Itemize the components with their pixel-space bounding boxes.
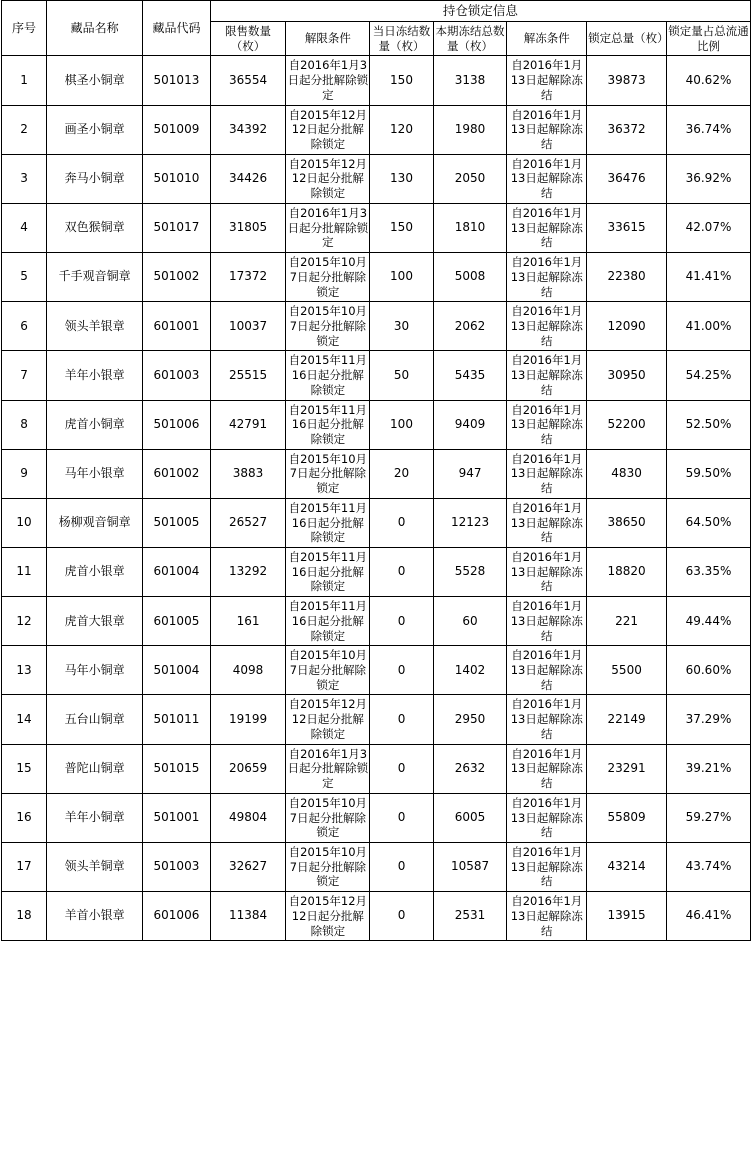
cell-period-frozen: 2632: [433, 744, 507, 793]
cell-unfreeze-condition: 自2016年1月13日起解除冻结: [507, 842, 587, 891]
cell-name: 奔马小铜章: [47, 154, 143, 203]
cell-limit-qty: 3883: [210, 449, 286, 498]
column-group-header-holdings-lock-info: 持仓锁定信息: [210, 1, 750, 22]
cell-unfreeze-condition: 自2016年1月13日起解除冻结: [507, 400, 587, 449]
cell-code: 501015: [143, 744, 211, 793]
cell-limit-qty: 34426: [210, 154, 286, 203]
table-row: [2, 400, 751, 449]
cell-seq: 7: [2, 351, 47, 400]
cell-unlock-condition: 自2015年10月7日起分批解除锁定: [286, 449, 370, 498]
cell-period-frozen: 1402: [433, 646, 507, 695]
cell-locked-ratio: 59.50%: [666, 449, 750, 498]
cell-unlock-condition: 自2015年11月16日起分批解除锁定: [286, 498, 370, 547]
cell-today-frozen: 20: [370, 449, 433, 498]
cell-unfreeze-condition: 自2016年1月13日起解除冻结: [507, 892, 587, 941]
cell-locked-ratio: 59.27%: [666, 793, 750, 842]
group-header-row: [2, 1, 751, 22]
cell-code: 601001: [143, 302, 211, 351]
cell-name: 羊首小银章: [47, 892, 143, 941]
cell-code: 501011: [143, 695, 211, 744]
cell-period-frozen: 5008: [433, 253, 507, 302]
cell-period-frozen: 2950: [433, 695, 507, 744]
column-header-locked-ratio: 锁定量占总流通比例: [666, 22, 750, 56]
cell-unlock-condition: 自2015年11月16日起分批解除锁定: [286, 548, 370, 597]
cell-locked-ratio: 39.21%: [666, 744, 750, 793]
cell-unlock-condition: 自2015年11月16日起分批解除锁定: [286, 351, 370, 400]
cell-seq: 10: [2, 498, 47, 547]
cell-seq: 16: [2, 793, 47, 842]
cell-seq: 18: [2, 892, 47, 941]
cell-seq: 12: [2, 597, 47, 646]
cell-code: 501003: [143, 842, 211, 891]
cell-locked-total: 38650: [587, 498, 667, 547]
cell-period-frozen: 2531: [433, 892, 507, 941]
cell-unlock-condition: 自2015年11月16日起分批解除锁定: [286, 400, 370, 449]
cell-locked-ratio: 43.74%: [666, 842, 750, 891]
table-row: [2, 646, 751, 695]
cell-unfreeze-condition: 自2016年1月13日起解除冻结: [507, 695, 587, 744]
cell-limit-qty: 13292: [210, 548, 286, 597]
cell-seq: 13: [2, 646, 47, 695]
cell-unfreeze-condition: 自2016年1月13日起解除冻结: [507, 302, 587, 351]
cell-today-frozen: 0: [370, 744, 433, 793]
table-row: [2, 695, 751, 744]
column-header-name: 藏品名称: [47, 1, 143, 56]
cell-unfreeze-condition: 自2016年1月13日起解除冻结: [507, 56, 587, 105]
cell-period-frozen: 5435: [433, 351, 507, 400]
cell-unlock-condition: 自2015年10月7日起分批解除锁定: [286, 253, 370, 302]
table-row: [2, 744, 751, 793]
cell-period-frozen: 6005: [433, 793, 507, 842]
cell-seq: 5: [2, 253, 47, 302]
cell-locked-total: 22149: [587, 695, 667, 744]
cell-unlock-condition: 自2016年1月3日起分批解除锁定: [286, 203, 370, 252]
cell-code: 601006: [143, 892, 211, 941]
cell-limit-qty: 11384: [210, 892, 286, 941]
table-body: [2, 56, 751, 941]
cell-name: 领头羊铜章: [47, 842, 143, 891]
column-header-code: 藏品代码: [143, 1, 211, 56]
table-header: [2, 1, 751, 56]
column-header-limit-qty: 限售数量（枚）: [210, 22, 286, 56]
table-row: [2, 302, 751, 351]
column-header-seq: 序号: [2, 1, 47, 56]
cell-today-frozen: 100: [370, 400, 433, 449]
cell-name: 马年小铜章: [47, 646, 143, 695]
cell-locked-total: 23291: [587, 744, 667, 793]
cell-name: 马年小银章: [47, 449, 143, 498]
cell-unlock-condition: 自2015年12月12日起分批解除锁定: [286, 892, 370, 941]
cell-seq: 6: [2, 302, 47, 351]
cell-locked-total: 33615: [587, 203, 667, 252]
cell-locked-total: 13915: [587, 892, 667, 941]
cell-unfreeze-condition: 自2016年1月13日起解除冻结: [507, 498, 587, 547]
table-row: [2, 498, 751, 547]
cell-today-frozen: 130: [370, 154, 433, 203]
column-header-today-frozen: 当日冻结数量（枚）: [370, 22, 433, 56]
cell-code: 501005: [143, 498, 211, 547]
cell-today-frozen: 0: [370, 892, 433, 941]
cell-unlock-condition: 自2015年12月12日起分批解除锁定: [286, 695, 370, 744]
cell-code: 501001: [143, 793, 211, 842]
cell-limit-qty: 36554: [210, 56, 286, 105]
cell-today-frozen: 120: [370, 105, 433, 154]
table-row: [2, 548, 751, 597]
cell-locked-ratio: 54.25%: [666, 351, 750, 400]
cell-name: 羊年小铜章: [47, 793, 143, 842]
cell-locked-ratio: 41.41%: [666, 253, 750, 302]
cell-locked-total: 36476: [587, 154, 667, 203]
cell-period-frozen: 1980: [433, 105, 507, 154]
cell-unfreeze-condition: 自2016年1月13日起解除冻结: [507, 105, 587, 154]
cell-today-frozen: 0: [370, 842, 433, 891]
cell-today-frozen: 0: [370, 597, 433, 646]
cell-seq: 15: [2, 744, 47, 793]
cell-unfreeze-condition: 自2016年1月13日起解除冻结: [507, 253, 587, 302]
cell-name: 画圣小铜章: [47, 105, 143, 154]
column-header-locked-total: 锁定总量（枚）: [587, 22, 667, 56]
cell-unlock-condition: 自2015年10月7日起分批解除锁定: [286, 646, 370, 695]
cell-locked-total: 55809: [587, 793, 667, 842]
cell-seq: 17: [2, 842, 47, 891]
cell-name: 五台山铜章: [47, 695, 143, 744]
cell-seq: 2: [2, 105, 47, 154]
cell-period-frozen: 2062: [433, 302, 507, 351]
cell-locked-ratio: 37.29%: [666, 695, 750, 744]
cell-name: 羊年小银章: [47, 351, 143, 400]
cell-today-frozen: 50: [370, 351, 433, 400]
cell-unfreeze-condition: 自2016年1月13日起解除冻结: [507, 793, 587, 842]
cell-locked-total: 12090: [587, 302, 667, 351]
cell-code: 501010: [143, 154, 211, 203]
cell-locked-ratio: 63.35%: [666, 548, 750, 597]
cell-name: 虎首小银章: [47, 548, 143, 597]
cell-locked-total: 4830: [587, 449, 667, 498]
cell-today-frozen: 0: [370, 646, 433, 695]
cell-locked-ratio: 42.07%: [666, 203, 750, 252]
cell-limit-qty: 32627: [210, 842, 286, 891]
column-header-unlock-condition: 解限条件: [286, 22, 370, 56]
cell-today-frozen: 0: [370, 498, 433, 547]
cell-locked-ratio: 49.44%: [666, 597, 750, 646]
cell-limit-qty: 31805: [210, 203, 286, 252]
cell-seq: 4: [2, 203, 47, 252]
cell-locked-total: 5500: [587, 646, 667, 695]
cell-locked-total: 39873: [587, 56, 667, 105]
column-header-unfreeze-condition: 解冻条件: [507, 22, 587, 56]
cell-limit-qty: 26527: [210, 498, 286, 547]
cell-unlock-condition: 自2016年1月3日起分批解除锁定: [286, 56, 370, 105]
table-row: [2, 253, 751, 302]
table-row: [2, 105, 751, 154]
cell-period-frozen: 60: [433, 597, 507, 646]
table-row: [2, 793, 751, 842]
cell-code: 601005: [143, 597, 211, 646]
cell-code: 501009: [143, 105, 211, 154]
cell-seq: 14: [2, 695, 47, 744]
cell-locked-ratio: 60.60%: [666, 646, 750, 695]
cell-locked-ratio: 64.50%: [666, 498, 750, 547]
cell-locked-ratio: 40.62%: [666, 56, 750, 105]
table-row: [2, 842, 751, 891]
cell-limit-qty: 42791: [210, 400, 286, 449]
cell-code: 601003: [143, 351, 211, 400]
cell-limit-qty: 17372: [210, 253, 286, 302]
cell-today-frozen: 0: [370, 793, 433, 842]
cell-today-frozen: 30: [370, 302, 433, 351]
table-row: [2, 351, 751, 400]
cell-code: 601004: [143, 548, 211, 597]
cell-locked-ratio: 36.92%: [666, 154, 750, 203]
cell-unfreeze-condition: 自2016年1月13日起解除冻结: [507, 449, 587, 498]
cell-limit-qty: 34392: [210, 105, 286, 154]
cell-locked-total: 43214: [587, 842, 667, 891]
cell-unfreeze-condition: 自2016年1月13日起解除冻结: [507, 154, 587, 203]
cell-name: 普陀山铜章: [47, 744, 143, 793]
cell-unlock-condition: 自2015年10月7日起分批解除锁定: [286, 842, 370, 891]
cell-unfreeze-condition: 自2016年1月13日起解除冻结: [507, 646, 587, 695]
cell-limit-qty: 20659: [210, 744, 286, 793]
cell-today-frozen: 150: [370, 56, 433, 105]
cell-unfreeze-condition: 自2016年1月13日起解除冻结: [507, 351, 587, 400]
cell-period-frozen: 5528: [433, 548, 507, 597]
cell-locked-total: 30950: [587, 351, 667, 400]
cell-limit-qty: 10037: [210, 302, 286, 351]
table-row: [2, 203, 751, 252]
cell-period-frozen: 1810: [433, 203, 507, 252]
cell-code: 501013: [143, 56, 211, 105]
cell-locked-total: 22380: [587, 253, 667, 302]
cell-locked-ratio: 36.74%: [666, 105, 750, 154]
cell-unlock-condition: 自2015年10月7日起分批解除锁定: [286, 302, 370, 351]
cell-limit-qty: 4098: [210, 646, 286, 695]
cell-unlock-condition: 自2015年11月16日起分批解除锁定: [286, 597, 370, 646]
cell-unfreeze-condition: 自2016年1月13日起解除冻结: [507, 597, 587, 646]
cell-locked-total: 52200: [587, 400, 667, 449]
cell-name: 千手观音铜章: [47, 253, 143, 302]
cell-code: 501017: [143, 203, 211, 252]
cell-code: 501002: [143, 253, 211, 302]
cell-name: 领头羊银章: [47, 302, 143, 351]
table-row: [2, 449, 751, 498]
cell-locked-ratio: 41.00%: [666, 302, 750, 351]
cell-locked-total: 36372: [587, 105, 667, 154]
cell-limit-qty: 161: [210, 597, 286, 646]
cell-limit-qty: 49804: [210, 793, 286, 842]
cell-unfreeze-condition: 自2016年1月13日起解除冻结: [507, 548, 587, 597]
cell-period-frozen: 12123: [433, 498, 507, 547]
cell-today-frozen: 150: [370, 203, 433, 252]
cell-name: 虎首小铜章: [47, 400, 143, 449]
cell-seq: 3: [2, 154, 47, 203]
cell-unfreeze-condition: 自2016年1月13日起解除冻结: [507, 744, 587, 793]
holdings-lock-table: [1, 0, 751, 941]
table-row: [2, 597, 751, 646]
cell-period-frozen: 9409: [433, 400, 507, 449]
cell-seq: 1: [2, 56, 47, 105]
cell-today-frozen: 0: [370, 695, 433, 744]
cell-name: 双色猴铜章: [47, 203, 143, 252]
cell-seq: 11: [2, 548, 47, 597]
cell-unfreeze-condition: 自2016年1月13日起解除冻结: [507, 203, 587, 252]
cell-code: 501006: [143, 400, 211, 449]
cell-locked-total: 221: [587, 597, 667, 646]
cell-period-frozen: 2050: [433, 154, 507, 203]
cell-name: 杨柳观音铜章: [47, 498, 143, 547]
cell-unlock-condition: 自2016年1月3日起分批解除锁定: [286, 744, 370, 793]
cell-locked-ratio: 52.50%: [666, 400, 750, 449]
cell-period-frozen: 10587: [433, 842, 507, 891]
cell-seq: 8: [2, 400, 47, 449]
table-row: [2, 892, 751, 941]
cell-locked-ratio: 46.41%: [666, 892, 750, 941]
cell-period-frozen: 3138: [433, 56, 507, 105]
cell-name: 棋圣小铜章: [47, 56, 143, 105]
cell-code: 601002: [143, 449, 211, 498]
table-row: [2, 154, 751, 203]
cell-today-frozen: 100: [370, 253, 433, 302]
cell-name: 虎首大银章: [47, 597, 143, 646]
cell-seq: 9: [2, 449, 47, 498]
cell-unlock-condition: 自2015年10月7日起分批解除锁定: [286, 793, 370, 842]
column-header-period-frozen: 本期冻结总数量（枚）: [433, 22, 507, 56]
cell-unlock-condition: 自2015年12月12日起分批解除锁定: [286, 154, 370, 203]
cell-unlock-condition: 自2015年12月12日起分批解除锁定: [286, 105, 370, 154]
cell-code: 501004: [143, 646, 211, 695]
cell-limit-qty: 25515: [210, 351, 286, 400]
cell-period-frozen: 947: [433, 449, 507, 498]
cell-locked-total: 18820: [587, 548, 667, 597]
cell-today-frozen: 0: [370, 548, 433, 597]
cell-limit-qty: 19199: [210, 695, 286, 744]
table-row: [2, 56, 751, 105]
